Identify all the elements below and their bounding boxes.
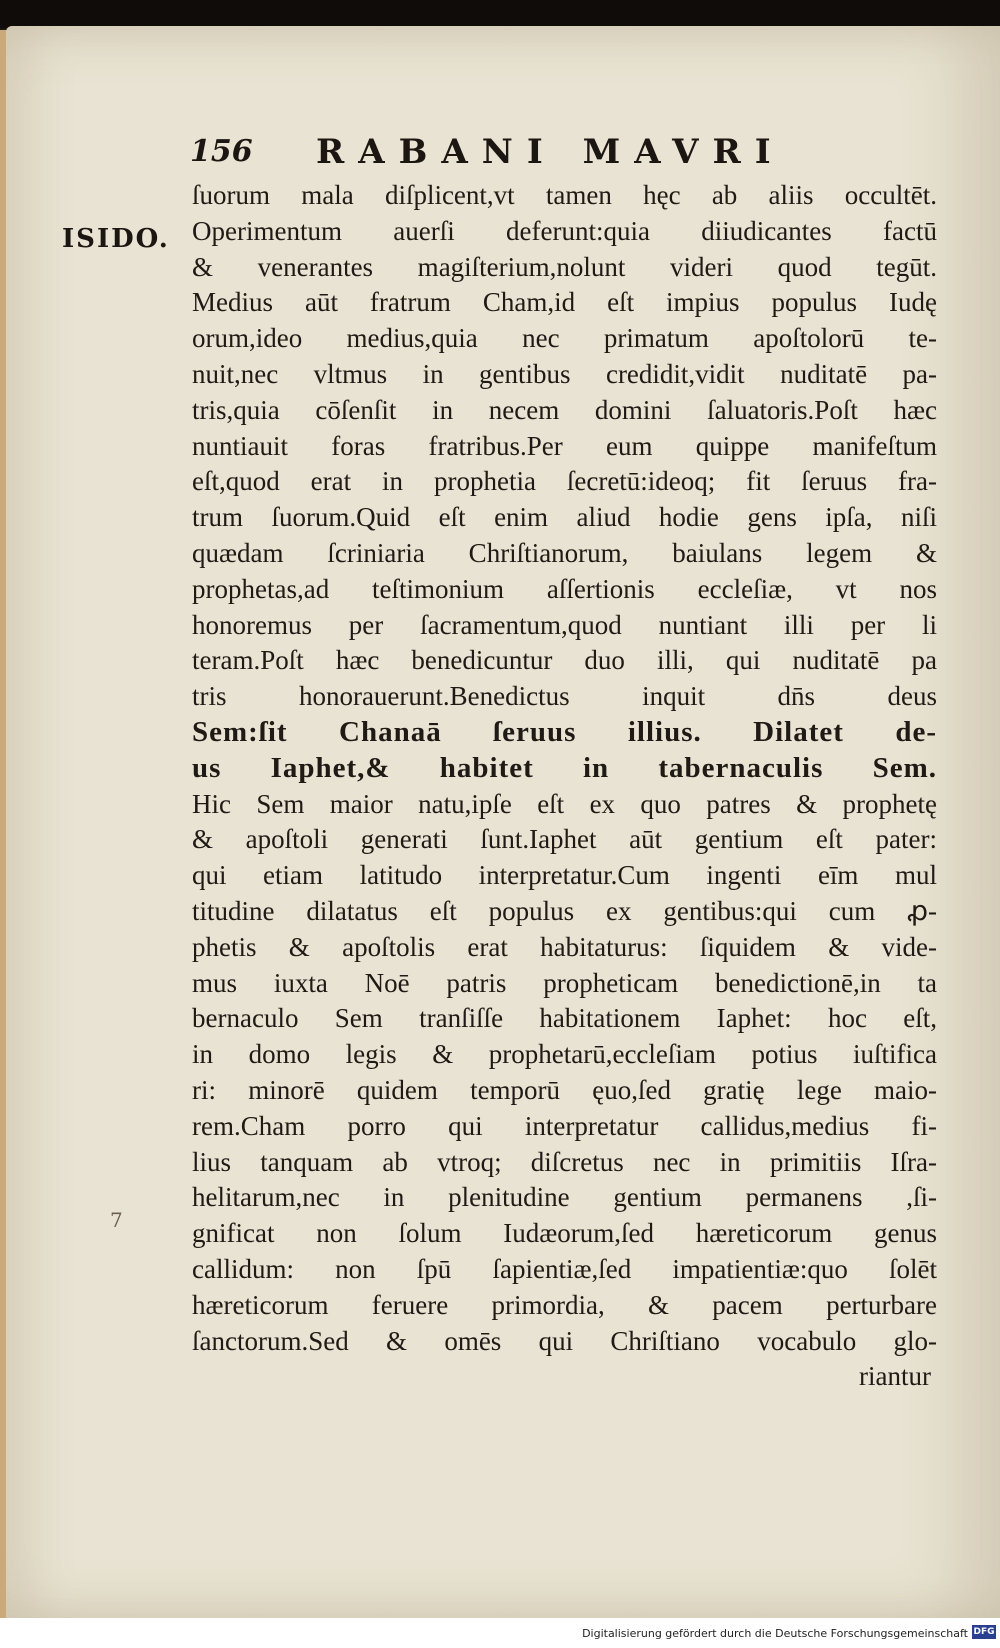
text-line: rem.Cham porro qui interpretatur callidus,medius fi- xyxy=(192,1110,937,1141)
text-line: phetis & apoſtolis erat habitaturus: ſiquidem & vide- xyxy=(192,931,937,962)
text-line: lius tanquam ab vtroq; diſcretus nec in primitiis Iſra- xyxy=(192,1146,937,1177)
text-line: bernaculo Sem tranſiſſe habitationem Iaphet: hoc eſt, xyxy=(192,1003,937,1034)
blackletter-line: Sem:ſit Chanaā ſeruus illius. Dilatet de- xyxy=(192,715,937,748)
text-line: teram.Poſt hæc benedicuntur duo illi, qui nuditatē pa xyxy=(192,645,937,676)
text-line: hæreticorum feruere primordia, & pacem perturbare xyxy=(192,1289,937,1320)
text-line: & apoſtoli generati ſunt.Iaphet aūt gentium eſt pater: xyxy=(192,824,937,855)
text-line: titudine dilatatus eſt populus ex gentibus:qui cum ꝓ- xyxy=(192,895,937,926)
body-text xyxy=(192,178,937,1395)
text-line: honoremus per ſacramentum,quod nuntiant illi per li xyxy=(192,609,937,640)
text-line: mus iuxta Noē patris propheticam benedictionē,in ta xyxy=(192,967,937,998)
marginal-note: ISIDO. xyxy=(62,224,170,254)
catchword: riantur xyxy=(859,1361,931,1392)
text-line: qui etiam latitudo interpretatur.Cum ingenti eīm mul xyxy=(192,860,937,891)
text-line: ſuorum mala diſplicent,vt tamen hęc ab aliis occultēt. xyxy=(192,180,937,210)
text-line: trum ſuorum.Quid eſt enim aliud hodie gens ipſa, niſi xyxy=(192,502,937,533)
blackletter-line: us Iaphet,& habitet in tabernaculis Sem. xyxy=(192,751,937,784)
text-line: helitarum,nec in plenitudine gentium permanens ,ſi- xyxy=(192,1182,937,1213)
scan-background-top xyxy=(0,0,1000,28)
text-line: quædam ſcriniaria Chriſtianorum, baiulans legem & xyxy=(192,537,937,568)
text-line: Medius aūt fratrum Cham,id eſt impius populus Iudę xyxy=(192,287,937,318)
stray-mark: 7 xyxy=(110,1208,123,1232)
dfg-logo-icon: DFG xyxy=(973,1627,995,1637)
running-head: RABANI MAVRI xyxy=(316,132,785,172)
text-line: & venerantes magiſterium,nolunt videri quod tegūt. xyxy=(192,251,937,282)
text-line: prophetas,ad teſtimonium aſſertionis eccleſiæ, vt nos xyxy=(192,573,937,604)
text-line: Hic Sem maior natu,ipſe eſt ex quo patres & prophetę xyxy=(192,788,937,819)
digitization-footer xyxy=(0,1618,1000,1648)
text-line: Operimentum auerſi deferunt:quia diiudicantes factū xyxy=(192,215,937,246)
text-line: tris,quia cōſenſit in necem domini ſaluatoris.Poſt hæc xyxy=(192,394,937,425)
text-line: nuit,nec vltmus in gentibus credidit,vidit nuditatē pa- xyxy=(192,358,937,389)
text-line: tris honorauerunt.Benedictus inquit dn̄s deus xyxy=(192,681,937,712)
funding-credit: Digitalisierung gefördert durch die Deutsche Forschungsgemeinschaft xyxy=(582,1627,968,1640)
page-header xyxy=(190,128,830,176)
text-line: ri: minorē quidem temporū ęuo,ſed gratię lege maio- xyxy=(192,1074,937,1105)
folio-number: 156 xyxy=(190,134,253,169)
text-line: callidum: non ſpū ſapientiæ,ſed impatientiæ:quo ſolēt xyxy=(192,1253,937,1284)
text-line: nuntiauit foras fratribus.Per eum quippe manifeſtum xyxy=(192,430,937,461)
text-line: eſt,quod erat in prophetia ſecretū:ideoq; fit ſeruus fra- xyxy=(192,466,937,497)
text-line: orum,ideo medius,quia nec primatum apoſtolorū te- xyxy=(192,323,937,354)
text-line: ſanctorum.Sed & omēs qui Chriſtiano vocabulo glo- xyxy=(192,1325,937,1356)
text-line: in domo legis & prophetarū,eccleſiam potius iuſtifica xyxy=(192,1039,937,1070)
text-line: gnificat non ſolum Iudæorum,ſed hæreticorum genus xyxy=(192,1218,937,1249)
